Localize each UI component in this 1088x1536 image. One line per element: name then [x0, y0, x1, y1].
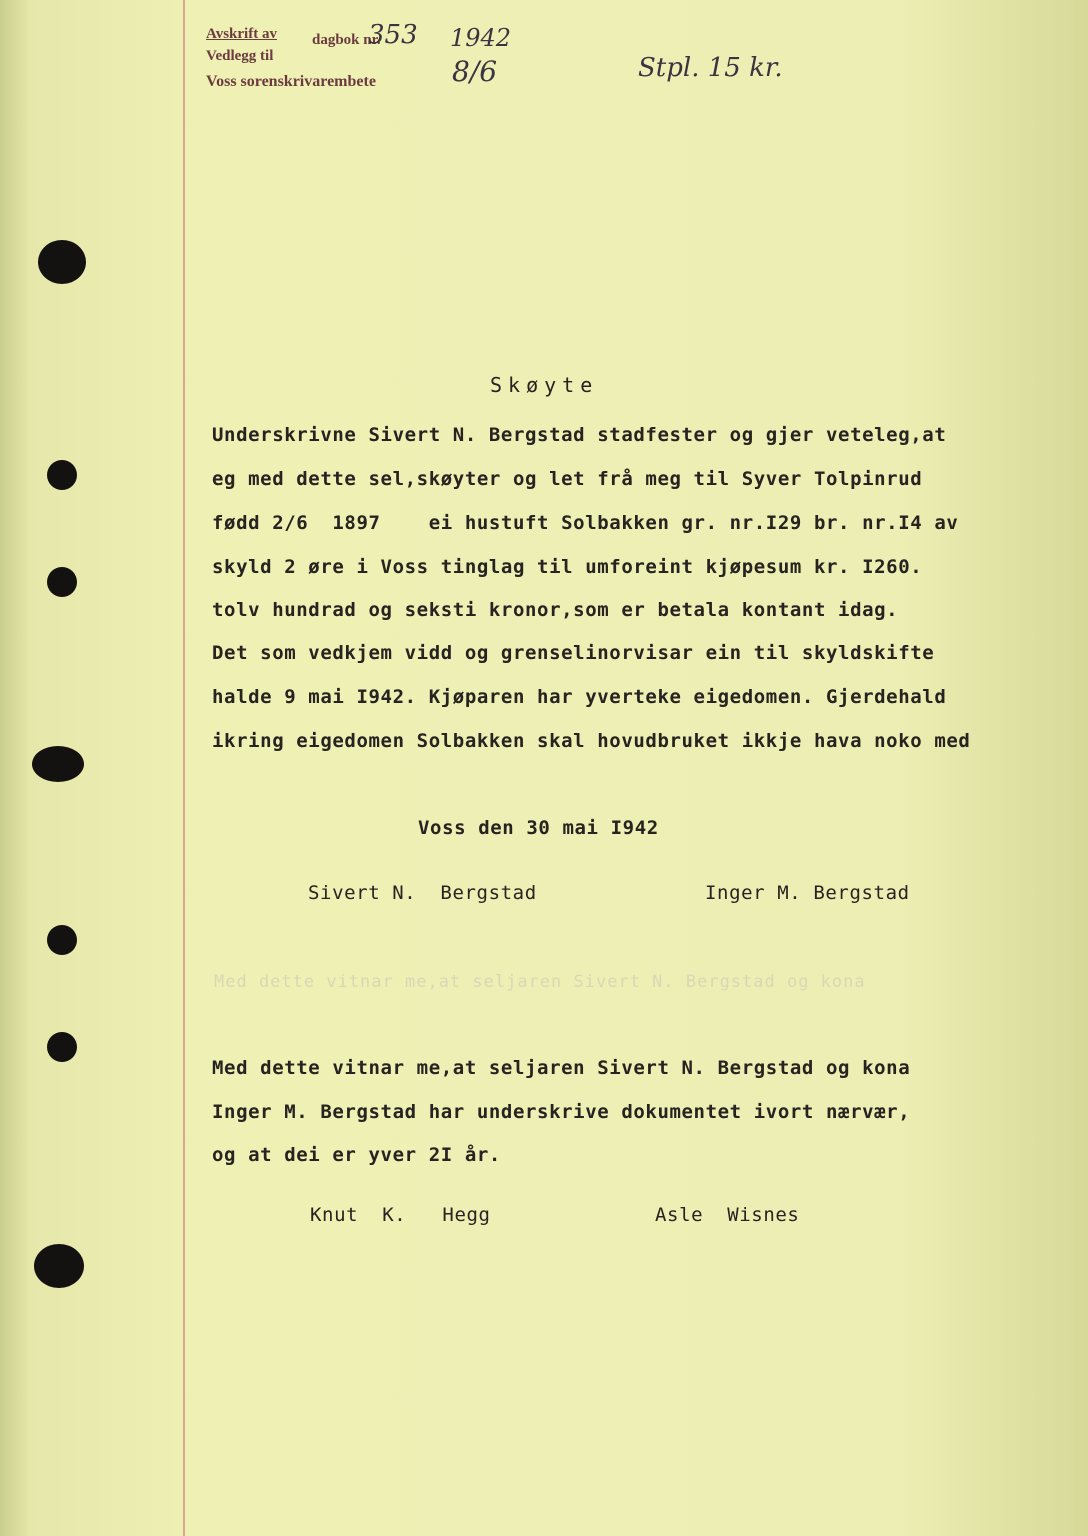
punch-hole-7 [34, 1244, 84, 1288]
witness-line: og at dei er yver 2I år. [212, 1144, 501, 1166]
signer-2: Inger M. Bergstad [705, 882, 910, 904]
punch-hole-4 [32, 746, 84, 782]
body-line: ikring eigedomen Solbakken skal hovudbruket ikkje hava noko med [212, 730, 971, 752]
punch-hole-2 [47, 460, 77, 490]
body-line: Underskrivne Sivert N. Bergstad stadfester og gjer veteleg,at [212, 424, 947, 446]
body-line: tolv hundrad og seksti kronor,som er betala kontant idag. [212, 599, 899, 621]
body-line: halde 9 mai I942. Kjøparen har yverteke eigedomen. Gjerdehald [212, 686, 947, 708]
body-line: skyld 2 øre i Voss tinglag til umforeint kjøpesum kr. I260. [212, 556, 923, 578]
faded-line: Med dette vitnar me,at seljaren Sivert N. Bergstad og kona [214, 972, 866, 992]
handwritten-fee: Stpl. 15 kr. [638, 53, 783, 83]
stamp-office: Voss sorenskrivarembete [206, 73, 376, 90]
handwritten-number: 353 [368, 20, 418, 50]
place-date: Voss den 30 mai I942 [418, 817, 659, 839]
handwritten-date: 8/6 [452, 55, 498, 88]
stamp-avskrift: Avskrift av [206, 26, 277, 42]
stamp-dagbok: dagbok nr. [312, 32, 381, 48]
punch-hole-3 [47, 567, 77, 597]
punch-hole-6 [47, 1032, 77, 1062]
handwritten-year: 1942 [450, 24, 512, 52]
signer-1: Sivert N. Bergstad [308, 882, 537, 904]
witness-line: Med dette vitnar me,at seljaren Sivert N. Bergstad og kona [212, 1057, 911, 1079]
document-title: Skøyte [490, 373, 599, 397]
margin-rule [183, 0, 185, 1536]
witness-line: Inger M. Bergstad har underskrive dokumentet ivort nærvær, [212, 1101, 911, 1123]
body-line: fødd 2/6 1897 ei hustuft Solbakken gr. nr.I29 br. nr.I4 av [212, 512, 959, 534]
witness-1: Knut K. Hegg [310, 1204, 491, 1226]
body-line: eg med dette sel,skøyter og let frå meg til Syver Tolpinrud [212, 468, 923, 490]
witness-2: Asle Wisnes [655, 1204, 800, 1226]
stamp-vedlegg: Vedlegg til [206, 48, 274, 64]
punch-hole-1 [38, 240, 86, 284]
body-line: Det som vedkjem vidd og grenselinorvisar ein til skyldskifte [212, 642, 935, 664]
punch-hole-5 [47, 925, 77, 955]
